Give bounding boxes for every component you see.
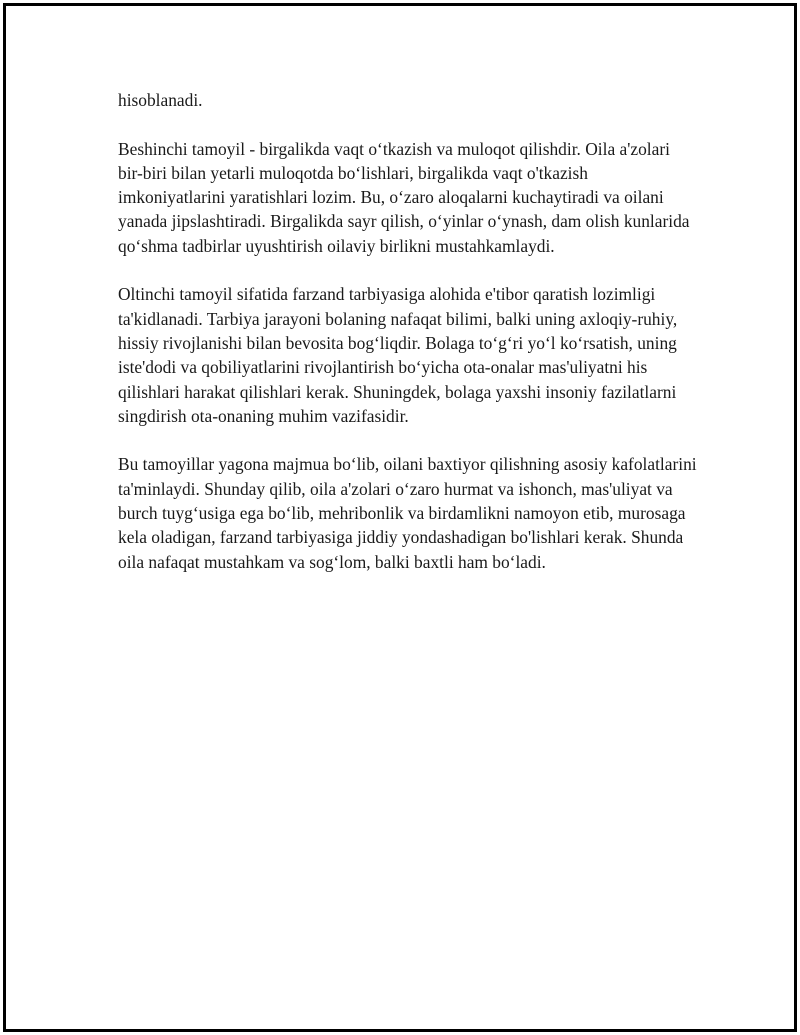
paragraph-fifth-principle: Beshinchi tamoyil - birgalikda vaqt o‘tkazish va muloqot qilishdir. Oila a'zolari bir-biri bilan yetarli muloqotda bo‘lishlari, birgalikda vaqt o'tkazish imkoniyatlarini yaratishlari lozim. Bu, o‘zaro aloqalarni kuchaytiradi va oilani yanada jipslashtiradi. Birgalikda sayr qilish, o‘yinlar o‘ynash, dam olish kunlarida qo‘shma tadbirlar uyushtirish oilaviy birlikni mustahkamlaydi. (118, 138, 690, 256)
paragraph-sixth-principle: Oltinchi tamoyil sifatida farzand tarbiyasiga alohida e'tibor qaratish lozimligi ta'kidlanadi. Tarbiya jarayoni bolaning nafaqat bilimi, balki uning axloqiy-ruhiy, hissiy rivojlanishi bilan bevosita bog‘liqdir. Bolaga to‘g‘ri yo‘l ko‘rsatish, uning iste'dodi va qobiliyatlarini rivojlantirish bo‘yicha ota-onalar mas'uliyatni his qilishlari harakat qilishlari kerak. Shuningdek, bolaga yaxshi insoniy fazilatlarni singdirish ota-onaning muhim vazifasidir. (118, 284, 678, 426)
document-body (118, 88, 698, 598)
paragraph-conclusion: Bu tamoyillar yagona majmua bo‘lib, oilani baxtiyor qilishning asosiy kafolatlarini ta'minlaydi. Shunday qilib, oila a'zolari o‘zaro hurmat va ishonch, mas'uliyat va burch tuyg‘usiga ega bo‘lib, mehribonlik va birdamlikni namoyon etib, murosaga kela oladigan, farzand tarbiyasiga jiddiy yondashadigan bo'lishlari kerak. Shunda oila nafaqat mustahkam va sog‘lom, balki baxtli ham bo‘ladi. (118, 454, 697, 572)
paragraph-continuation: hisoblanadi. (118, 90, 203, 110)
